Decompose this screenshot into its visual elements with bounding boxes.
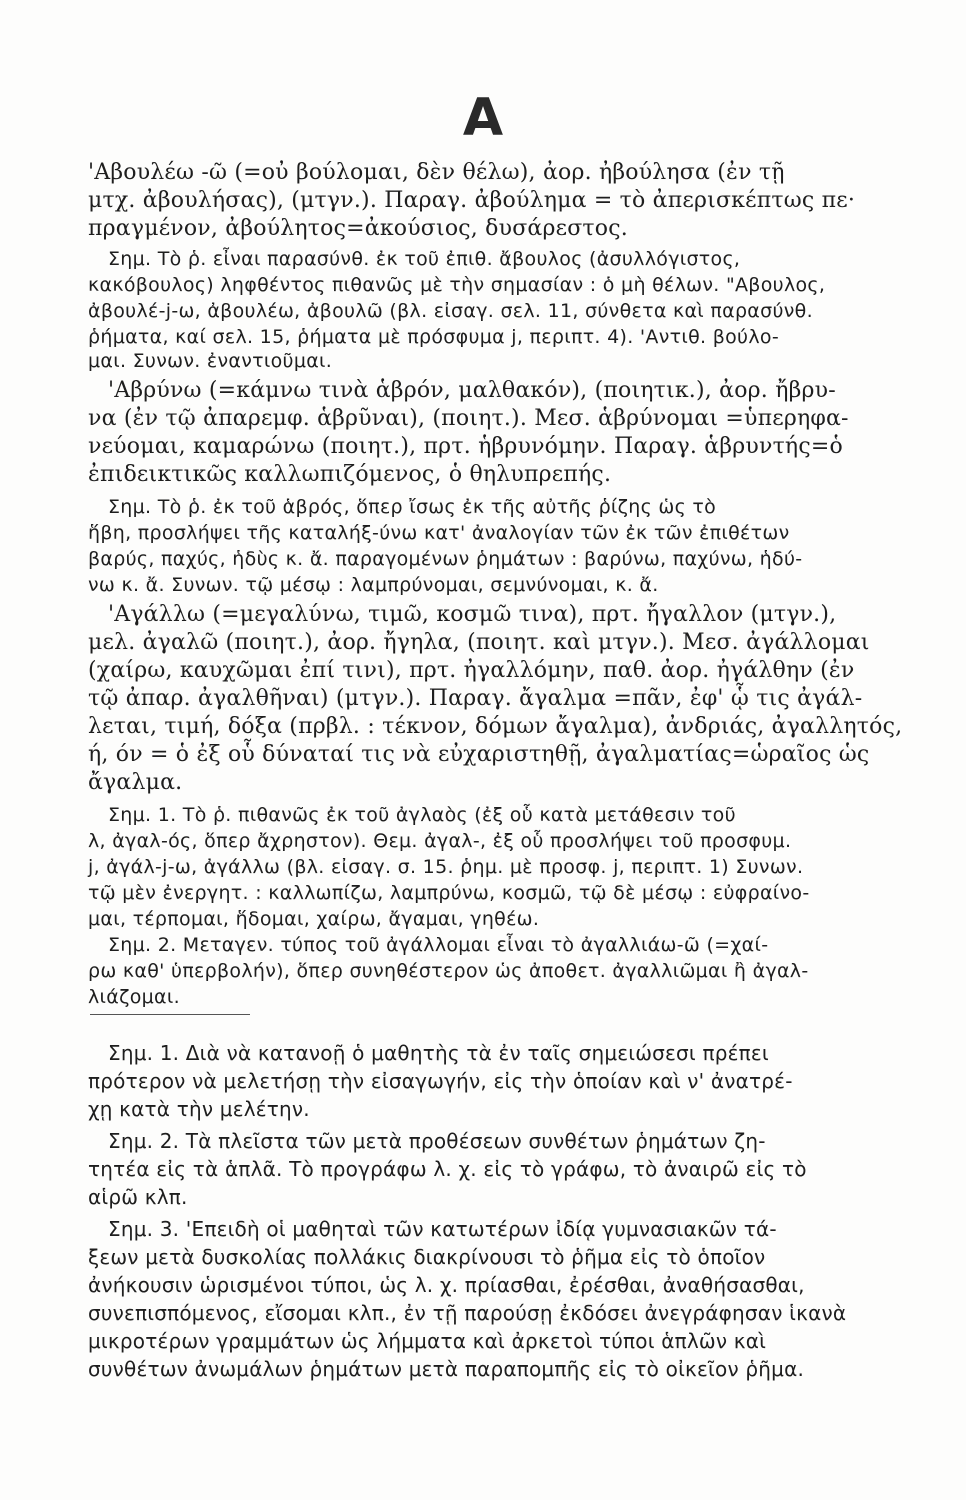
- note-line: j, ἀγάλ-j-ω, ἀγάλλω (βλ. εἰσαγ. σ. 15. ῥημ. μὲ προσφ. j, περιπτ. 1) Συνων.: [88, 856, 804, 878]
- entry-line: ἐπιδεικτικῶς καλλωπιζόμενος, ὁ θηλυπρεπής.: [88, 462, 612, 487]
- note-line: Σημ. 1. Τὸ ῥ. πιθανῶς ἐκ τοῦ ἀγλαὸς (ἐξ οὗ κατὰ μετάθεσιν τοῦ: [108, 804, 736, 826]
- note-line: Σημ. Τὸ ῥ. ἐκ τοῦ ἁβρός, ὅπερ ἴσως ἐκ τῆς αὐτῆς ῥίζης ὡς τὸ: [108, 496, 717, 518]
- footnote-line: τητέα εἰς τὰ ἁπλᾶ. Τὸ προγράφω λ. χ. εἰς τὸ γράφω, τὸ ἀναιρῶ εἰς τὸ: [88, 1157, 807, 1181]
- note-line: Σημ. 2. Μεταγεν. τύπος τοῦ ἀγάλλομαι εἶναι τὸ ἀγαλλιάω-ῶ (=χαί-: [108, 934, 769, 956]
- note-line: τῷ μὲν ἐνεργητ. : καλλωπίζω, λαμπρύνω, κοσμῶ, τῷ δὲ μέσῳ : εὐφραίνο-: [88, 882, 810, 904]
- entry-line: λεται, τιμή, δόξα (πρβλ. : τέκνον, δόμων ἄγαλμα), ἀνδριάς, ἀγαλλητός,: [88, 714, 903, 739]
- note-line: λιάζομαι.: [88, 986, 180, 1008]
- footnote-line: πρότερον νὰ μελετήσῃ τὴν εἰσαγωγήν, εἰς τὴν ὁποίαν καὶ ν' ἀνατρέ-: [88, 1069, 793, 1093]
- entry-line: 'Αβρύνω (=κάμνω τινὰ ἁβρόν, μαλθακόν), (ποιητικ.), ἀορ. ἤβρυ-: [108, 378, 836, 403]
- entry-line: (χαίρω, καυχῶμαι ἐπί τινι), πρτ. ἠγαλλόμην, παθ. ἀορ. ἠγάλθην (ἐν: [88, 658, 855, 683]
- footnote-line: ἀνήκουσιν ὡρισμένοι τύποι, ὡς λ. χ. πρίασθαι, ἐρέσθαι, ἀναθήσασθαι,: [88, 1273, 805, 1297]
- note-line: μαι, τέρπομαι, ἥδομαι, χαίρω, ἄγαμαι, γηθέω.: [88, 908, 540, 930]
- entry-line: νεύομαι, καμαρώνω (ποιητ.), πρτ. ἡβρυνόμην. Παραγ. ἁβρυντής=ὁ: [88, 434, 843, 459]
- entry-line: μελ. ἀγαλῶ (ποιητ.), ἀορ. ἤγηλα, (ποιητ. καὶ μτγν.). Μεσ. ἀγάλλομαι: [88, 630, 870, 655]
- entry-line: μτχ. ἀβουλήσας), (μτγν.). Παραγ. ἀβούλημα = τὸ ἀπερισκέπτως πε·: [88, 188, 856, 213]
- note-line: ἥβη, προσλήψει τῆς καταλήξ-ύνω κατ' ἀναλογίαν τῶν ἐκ τῶν ἐπιθέτων: [88, 522, 790, 544]
- note-line: ῥήματα, καί σελ. 15, ῥήματα μὲ πρόσφυμα j, περιπτ. 4). 'Αντιθ. βούλο-: [88, 326, 779, 348]
- footnote-line: Σημ. 2. Τὰ πλεῖστα τῶν μετὰ προθέσεων συνθέτων ῥημάτων ζη-: [108, 1129, 766, 1153]
- note-line: βαρύς, παχύς, ἡδὺς κ. ἄ. παραγομένων ῥημάτων : βαρύνω, παχύνω, ἡδύ-: [88, 548, 803, 570]
- entry-line: 'Αβουλέω -ῶ (=οὐ βούλομαι, δὲν θέλω), ἀορ. ἠβούλησα (ἐν τῇ: [88, 160, 785, 185]
- entry-line: πραγμένον, ἀβούλητος=ἀκούσιος, δυσάρεστος.: [88, 216, 628, 241]
- entry-line: τῷ ἀπαρ. ἀγαλθῆναι) (μτγν.). Παραγ. ἄγαλμα =πᾶν, ἐφ' ᾧ τις ἀγάλ-: [88, 686, 863, 711]
- note-line: λ, ἀγαλ-ός, ὅπερ ἄχρηστον). Θεμ. ἀγαλ-, ἐξ οὗ προσλήψει τοῦ προσφυμ.: [88, 830, 792, 852]
- note-line: νω κ. ἄ. Συνων. τῷ μέσῳ : λαμπρύνομαι, σεμνύνομαι, κ. ἄ.: [88, 574, 659, 596]
- entry-line: να (ἐν τῷ ἀπαρεμφ. ἁβρῦναι), (ποιητ.). Μεσ. ἁβρύνομαι =ὑπερηφα-: [88, 406, 849, 431]
- entry-line: 'Αγάλλω (=μεγαλύνω, τιμῶ, κοσμῶ τινα), πρτ. ἤγαλλον (μτγν.),: [108, 602, 837, 627]
- note-line: κακόβουλος) ληφθέντος πιθανῶς μὲ τὴν σημασίαν : ὁ μὴ θέλων. "Αβουλος,: [88, 274, 826, 296]
- entry-line: ή, όν = ὁ ἐξ οὗ δύναταί τις νὰ εὐχαριστηθῇ, ἀγαλματίας=ὡραῖος ὡς: [88, 742, 870, 767]
- note-line: μαι. Συνων. ἐναντιοῦμαι.: [88, 350, 333, 372]
- footnote-line: αἱρῶ κλπ.: [88, 1185, 188, 1209]
- footnote-line: χῃ κατὰ τὴν μελέτην.: [88, 1097, 310, 1121]
- footnote-line: μικροτέρων γραμμάτων ὡς λήμματα καὶ ἀρκετοὶ τύποι ἁπλῶν καὶ: [88, 1329, 767, 1353]
- footnote-line: Σημ. 3. 'Επειδὴ οἱ μαθηταὶ τῶν κατωτέρων ἰδίᾳ γυμνασιακῶν τά-: [108, 1217, 777, 1241]
- note-line: Σημ. Τὸ ῥ. εἶναι παρασύνθ. ἐκ τοῦ ἐπιθ. ἄβουλος (ἀσυλλόγιστος,: [108, 248, 741, 270]
- footnote-line: συνεπισπόμενος, εἴσομαι κλπ., ἐν τῇ παρούσῃ ἐκδόσει ἀνεγράφησαν ἱκανὰ: [88, 1301, 847, 1325]
- footnote-line: συνθέτων ἀνωμάλων ῥημάτων μετὰ παραπομπῆς εἰς τὸ οἰκεῖον ῥῆμα.: [88, 1357, 805, 1381]
- note-line: ρω καθ' ὑπερβολήν), ὅπερ συνηθέστερον ὡς ἀποθετ. ἀγαλλιῶμαι ἢ ἀγαλ-: [88, 960, 809, 982]
- section-letter-heading: A: [462, 88, 504, 148]
- footnote-line: ξεων μετὰ δυσκολίας πολλάκις διακρίνουσι τὸ ῥῆμα εἰς τὸ ὁποῖον: [88, 1245, 766, 1269]
- entry-line: ἄγαλμα.: [88, 770, 183, 795]
- note-line: ἀβουλέ-j-ω, ἀβουλέω, ἀβουλῶ (βλ. εἰσαγ. σελ. 11, σύνθετα καὶ παρασύνθ.: [88, 300, 813, 322]
- footnote-line: Σημ. 1. Διὰ νὰ κατανοῇ ὁ μαθητὴς τὰ ἐν ταῖς σημειώσεσι πρέπει: [108, 1041, 769, 1065]
- footnote-separator: [90, 1014, 250, 1015]
